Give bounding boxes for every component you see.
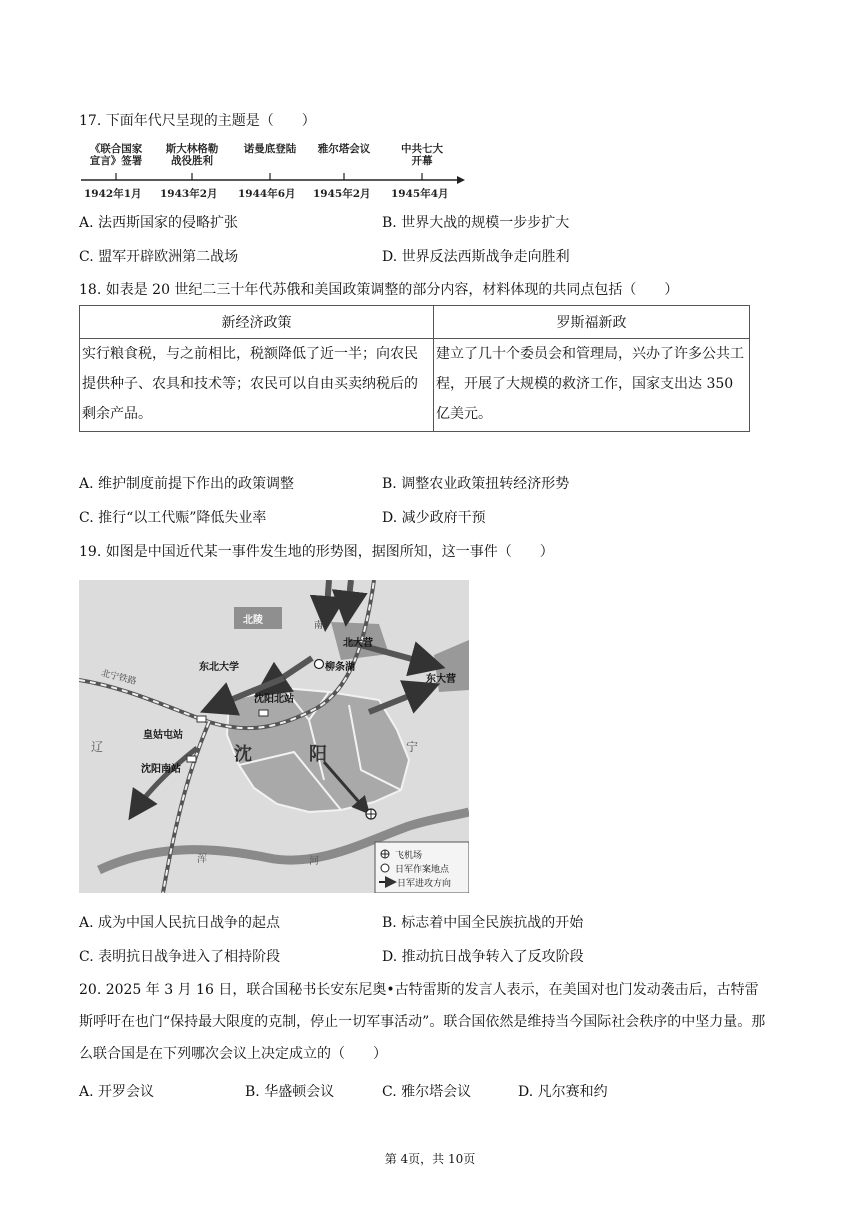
timeline-event-label: 中共七大 开幕: [401, 143, 443, 167]
q20-option-b[interactable]: B. 华盛顿会议: [245, 1084, 335, 1100]
timeline-event-label: 斯大林格勒 战役胜利: [165, 143, 219, 167]
q19-option-b[interactable]: B. 标志着中国全民族抗战的开始: [382, 915, 584, 931]
q20-option-c[interactable]: C. 雅尔塔会议: [382, 1084, 472, 1100]
page-footer: 第 4页，共 10页: [384, 1152, 476, 1166]
map-label-railway: 北宁铁路: [99, 668, 138, 688]
timeline-event-label: 诺曼底登陆: [243, 143, 297, 155]
table-cell-nep: 实行粮食税，与之前相比，税额降低了近一半；向农民提供种子、农具和技术等；农民可以自由买卖纳税后的剩余产品。: [80, 339, 434, 432]
map-label-dongbei-university: 东北大学: [199, 662, 239, 673]
q18-option-a[interactable]: A. 维护制度前提下作出的政策调整: [79, 476, 295, 492]
q20-stem: 20. 2025 年 3 月 16 日，联合国秘书长安东尼奥•古特雷斯的发言人表示，在美国对也门发动袭击后，古特雷斯呼吁在也门“保持最大限度的克制，停止一切军事活动”。联合国依然是维持当今国际社会秩序的中坚力量。那么联合国是在下列哪次会议上决定成立的（ ）: [79, 982, 766, 1062]
q20-option-d[interactable]: D. 凡尔赛和约: [518, 1084, 608, 1100]
map-label-hun: 浑: [197, 854, 207, 865]
map-label-nan: 南: [314, 621, 324, 631]
legend-attack-direction: 日军进攻方向: [397, 879, 452, 889]
q17-option-a[interactable]: A. 法西斯国家的侵略扩张: [79, 215, 239, 231]
map-label-liutiaohu: 柳条湖: [325, 662, 355, 673]
q19-option-c[interactable]: C. 表明抗日战争进入了相持阶段: [79, 949, 281, 965]
map-label-beiling: 北陵: [243, 615, 263, 626]
map-label-shenyang-south-station: 沈阳南站: [141, 764, 181, 775]
q17-stem: 17. 下面年代尺呈现的主题是（ ）: [79, 113, 316, 129]
timeline-date: 1942年1月: [84, 188, 142, 200]
timeline-event-label: 《联合国家 宣言》签署: [89, 143, 143, 167]
timeline-event-label: 雅尔塔会议: [317, 143, 371, 155]
q19-stem: 19. 如图是中国近代某一事件发生地的形势图，据图所知，这一事件（ ）: [79, 544, 554, 560]
map-label-shenyang-north-station: 沈阳北站: [254, 694, 294, 705]
q17-option-c[interactable]: C. 盟军开辟欧洲第二战场: [79, 249, 239, 265]
table-cell-new-deal: 建立了几十个委员会和管理局，兴办了许多公共工程，开展了大规模的救济工作，国家支出达 350 亿美元。: [434, 339, 750, 432]
q17-option-d[interactable]: D. 世界反法西斯战争走向胜利: [382, 249, 570, 265]
q19-option-d[interactable]: D. 推动抗日战争转入了反攻阶段: [382, 949, 584, 965]
timeline-date: 1943年2月: [160, 188, 218, 200]
q18-option-d[interactable]: D. 减少政府干预: [382, 510, 486, 526]
map-label-dongdaying: 东大营: [426, 674, 456, 685]
map-label-beidaying: 北大营: [343, 638, 373, 649]
q18-option-b[interactable]: B. 调整农业政策扭转经济形势: [382, 476, 570, 492]
table-header-new-deal: 罗斯福新政: [434, 306, 750, 339]
map-label-yang: 阳: [309, 744, 327, 765]
map-label-liao: 辽: [91, 740, 104, 754]
policy-comparison-table: [79, 305, 750, 432]
q18-stem: 18. 如表是 20 世纪二三十年代苏俄和美国政策调整的部分内容，材料体现的共同点包括（ ）: [79, 282, 679, 298]
shenyang-situation-map: [79, 580, 469, 893]
q19-option-a[interactable]: A. 成为中国人民抗日战争的起点: [79, 915, 281, 931]
map-label-he: 河: [309, 856, 319, 867]
q20-option-a[interactable]: A. 开罗会议: [79, 1084, 155, 1100]
q18-option-c[interactable]: C. 推行“以工代赈”降低失业率: [79, 510, 267, 526]
legend-incident-site: 日军作案地点: [395, 865, 450, 875]
table-header-nep: 新经济政策: [80, 306, 434, 339]
timeline-date: 1945年4月: [391, 188, 449, 200]
timeline-date: 1945年2月: [313, 188, 371, 200]
timeline-date: 1944年6月: [238, 188, 296, 200]
map-label-ning: 宁: [406, 740, 419, 754]
map-label-shen: 沈: [234, 744, 252, 765]
q17-option-b[interactable]: B. 世界大战的规模一步步扩大: [382, 215, 570, 231]
legend-airport: 飞机场: [395, 851, 423, 861]
map-label-huanggutun-station: 皇姑屯站: [143, 730, 183, 741]
timeline-axis: [79, 168, 465, 188]
